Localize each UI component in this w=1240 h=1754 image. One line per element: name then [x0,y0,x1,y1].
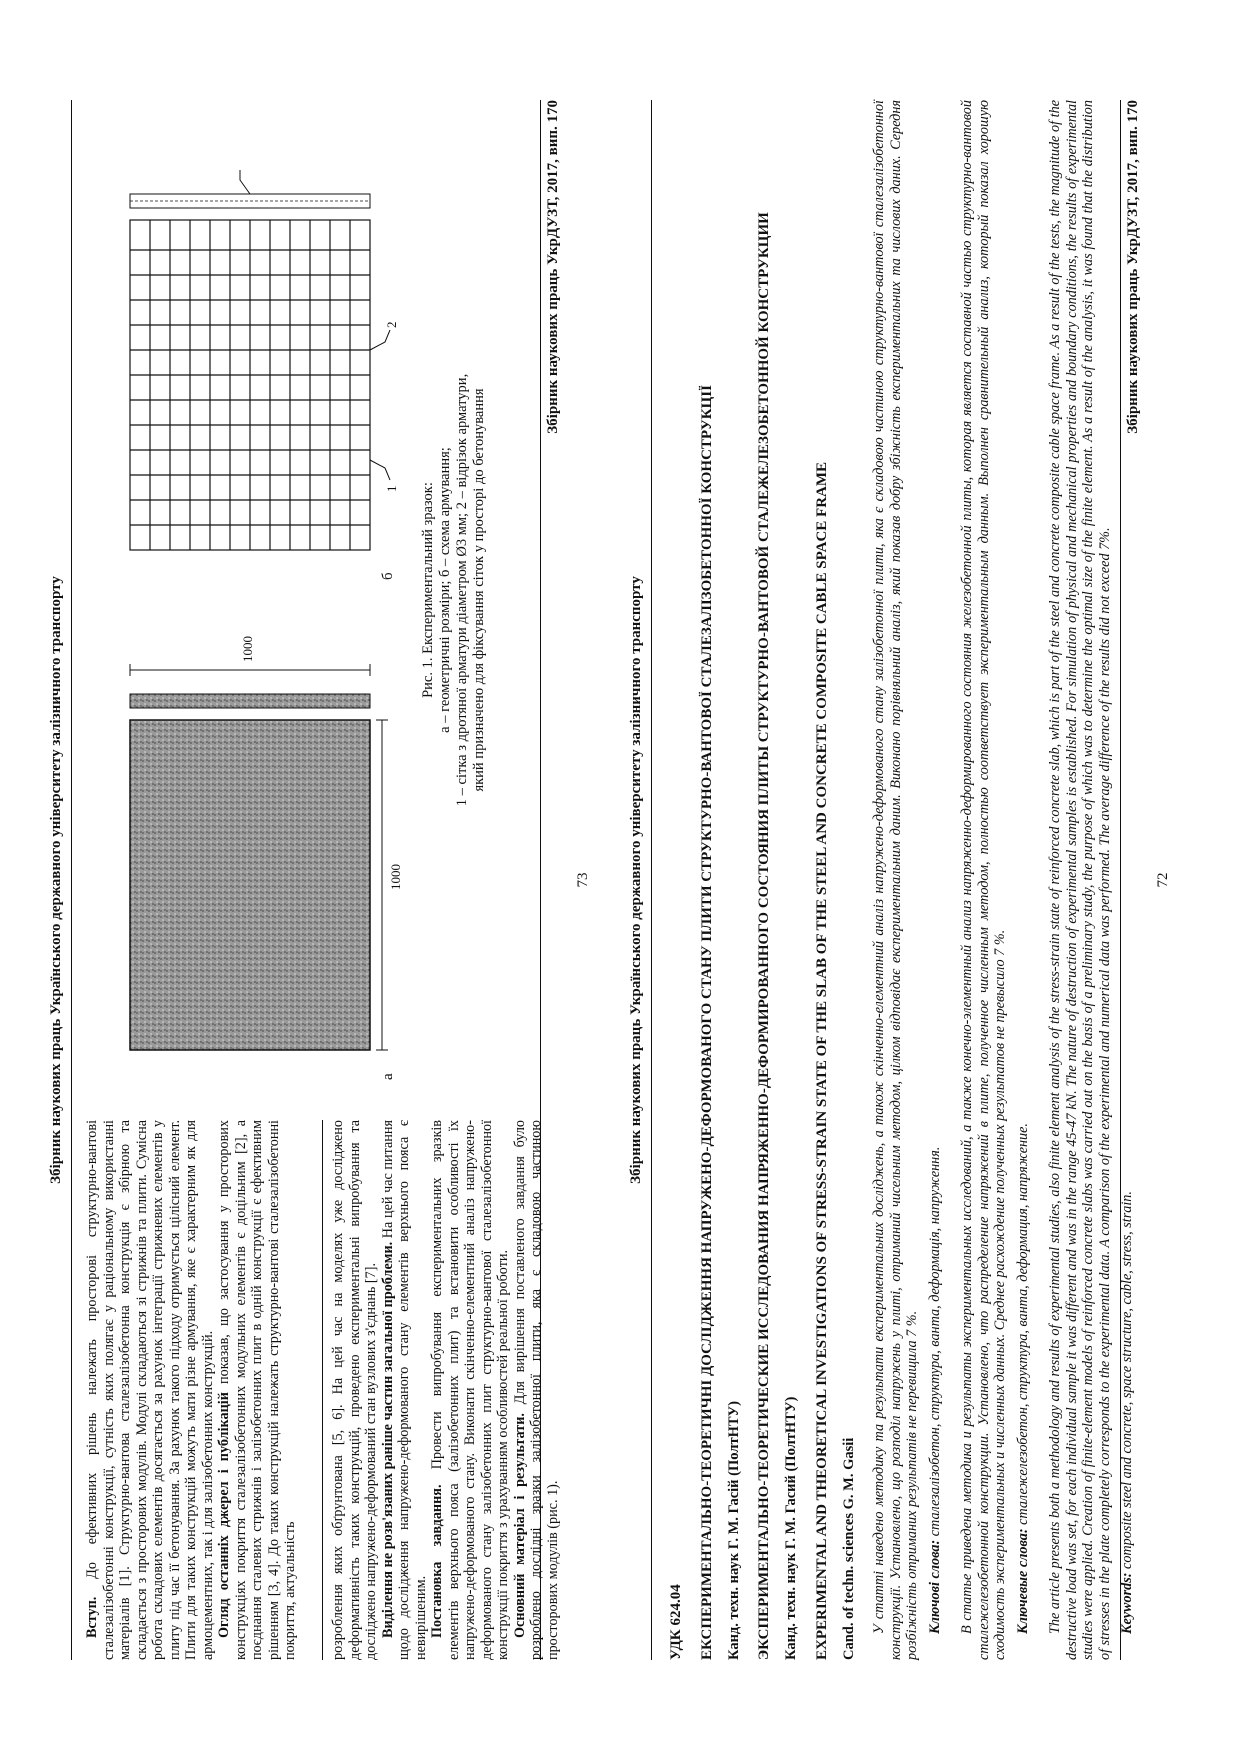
review-heading: Огляд останніх джерел і публікацій [216,1392,232,1638]
unsolved-text: На цей час питання щодо дослідження напружено-деформованого стану елементів верхнього пояса є невирішеним. [379,1120,429,1660]
figure-1 [80,100,530,1080]
task-heading: Постановка завдання. [429,1484,445,1638]
caption-line-4: який призначено для фіксування сіток у просторі до бетонування [471,388,487,792]
slab-plan [130,720,370,1050]
running-head: Збірник наукових праць Українського державного університету залізничного транспорту [628,100,652,1660]
callout-1-label: 1 [384,485,399,492]
title-russian: ЭКСПЕРИМЕНТАЛЬНО-ТЕОРЕТИЧЕСКИЕ ИССЛЕДОВАНИЯ НАПРЯЖЕННО-ДЕФОРМИРОВАННОГО СОСТОЯНИЯ ПЛИТЫ СТРУКТУРНО-ВАНТОВОЙ СТАЛЕЖЕЛЕЗОБЕТОННОЙ КОНСТРУКЦИИ [756,212,772,1660]
title-ukrainian: ЕКСПЕРИМЕНТАЛЬНО-ТЕОРЕТИЧНІ ДОСЛІДЖЕННЯ НАПРУЖЕНО-ДЕФОРМОВАНОГО СТАНУ ПЛИТИ СТРУКТУРНО-ВАНТОВОЇ СТАЛЕЗАЛІЗОБЕТОННОЇ КОНСТРУКЦІЇ [698,385,715,1660]
main-text: Для вирішення поставленого завдання було розроблено дослідні зразки залізобетонної плити, яка є складовою частиною просторових модулів (рис. 1). [511,1120,561,1660]
keywords-russian [1015,100,1032,1660]
author-english: Cand. of techn. sciences G. M. Gasii [840,1437,857,1660]
caption-line-1: Рис. 1. Експериментальний зразок: [420,482,436,698]
continuation-text: розроблення яких обґрунтована [5, 6]. На цей час на моделях уже досліджено деформативність таких конструкцій, проведено експериментальні випробування та досліджено напружено-деформований стан вузлових з'єднань [7]. [330,1120,379,1660]
slab-plan-drawing [100,640,400,1080]
left-page [40,60,600,1700]
author-ukrainian: Канд. техн. наук Г. М. Гасій (ПолтНТУ) [725,1401,742,1660]
reinforcement-scheme [100,140,400,580]
title-english: EXPERIMENTAL AND THEORETICAL INVESTIGATIONS OF STRESS-STRAIN STATE OF THE SLAB OF THE STEEL AND CONCRETE COMPOSITE CABLE SPACE FRAME [813,461,830,1660]
running-foot: Збірник наукових праць УкрДУЗТ, 2017, вип. 170 [1120,100,1142,1660]
dim-side-label: 1000 [240,636,255,662]
callout-2-label: 2 [384,321,399,328]
dim-top-label: 1000 [388,864,403,890]
author-russian: Канд. техн. наук Г. М. Гасий (ПолтНТУ) [783,1396,799,1660]
abstract-russian: В статье приведена методика и результаты экспериментальных исследований, а также конечно-элементный анализ напряженно-деформированного состояния железобетонной плиты, которая является составной частью структурно-вантовой сталежелезобетонной конструкции. Установлено, что распределение напряжений в плите, полученное численным методом, полностью соответствует экспериментальным данным. Выполнен сравнительный анализ, который показал хорошую сходимость экспериментальных и численных данных. Среднее расхождение полученных результатов не превысило 7 %. [959,100,1008,1660]
abstract-english: The article presents both a methodology and results of experimental studies, also finite element analysis of the stress-strain state of reinforced concrete slab, which is part of the steel and concrete composite cable space frame. As a result of the tests, the magnitude of the destructive load was set, for each individual sample it was different and was in the range 45-47 kN. The nature of destruction of experimental samples is established. For simulation of physical and mechanical properties and boundary conditions, the results of experimental studies were applied. Creation of finite-element models of reinforced concrete slabs was carried out on the basis of a preliminary study, the purpose of which was to determine the optimal size of the finite element. As a result of the analysis, it was found that the distribution of stresses in the plate completely corresponds to the experimental data. A comparison of the experimental and numerical data was performed. The average difference of the results did not exceed 7%. [1047,100,1113,1660]
text-column-1 [84,1120,299,1660]
intro-text: До ефективних рішень належать просторові структурно-вантові сталезалізобетонні конструкції, сутність яких полягає у раціональному використанні матеріалів [1]. Структурно-вантова сталезалізобетонна конструкція є збірною та складається з просторових модулів. Модулі складаються зі стрижнів та плити. Сумісна робота складових елементів досягається за рахунок інтеграції стрижневих елементів у плиту під час її бетонування. За рахунок такого підходу отримується цілісний елемент. Плити для таких конструкцій можуть мати різне армування, яке є характерним як для армоцементних, так і для залізобетонних конструкцій. [84,1119,216,1660]
text-column-2 [330,1120,561,1660]
udk-code: УДК 624.04 [668,1584,684,1660]
figure-1a [100,636,403,1080]
figure-label-a: а [380,1073,396,1080]
page-number: 72 [1155,872,1171,888]
keywords-ru-text: сталежелезобетон, структура, ванта, деформация, напряжение. [1014,1123,1031,1525]
review-text: показав, що застосування у просторових конструкціях покриття сталезалізобетонних модульних елементів є доцільним [2], а поєднання сталевих стрижнів і залізобетонних плит в одній конструкції є ефективним рішенням [3, 4]. До таких конструкцій належать структурно-вантові сталезалізобетонні покриття, актуальність [216,1120,298,1660]
figure-label-b: б [380,572,396,580]
caption-line-3: 1 – сітка з дротяної арматури діаметром Ø3 мм; 2 – відрізок арматури, [454,373,470,807]
right-page [620,60,1180,1700]
abstract-ukrainian: У статті наведено методику та результати експериментальних досліджень, а також скінченно-елементний аналіз напружено-деформованого стану залізобетонної плити, яка є складовою частиною структурно-вантової сталезалізобетонної конструкції. Установлено, що розподіл напружень у плиті, отриманий чисельним методом, цілком відповідає експериментальним даним. Виконано порівняльний аналіз, який показав добру збіжність експериментальних та числових даних. Середня розбіжність отриманих результатів не перевищила 7 %. [871,100,920,1660]
intro-label: Вступ. [84,1596,100,1638]
figure-caption [420,100,488,1080]
keywords-en-text: composite steel and concrete, space structure, cable, stress, strain. [1119,1191,1135,1569]
slab-section [130,694,370,708]
article-front-matter [664,100,1152,1660]
keywords-en-label: Keywords: [1119,1572,1135,1634]
running-foot: Збірник наукових праць УкрДУЗТ, 2017, вип. 170 [540,100,562,1660]
page-number: 73 [575,872,591,888]
keywords-ukrainian [927,100,944,1660]
running-head: Збірник наукових праць Українського державного університету залізничного транспорту [48,100,72,1660]
main-heading: Основний матеріал і результати. [511,1413,528,1638]
column-divider [322,1120,323,1660]
keywords-ru-label: Ключевые слова: [1014,1528,1031,1634]
keywords-uk-text: сталезалізобетон, структура, ванта, деформація, напруження. [926,1146,943,1537]
caption-line-2: а – геометричні розміри; б – схема армування; [437,447,453,733]
keywords-uk-label: Ключові слова: [926,1539,943,1634]
task-text: Провести випробування експериментальних зразків елементів верхнього пояса (залізобетонних плит) та встановити особливості їх напружено-деформованого стану. Виконати скінченно-елементний аналіз напружено-деформованого стану залізобетонних плит структурно-вантової сталезалізобетонної конструкції покриття з урахуванням особливостей реальної роботи. [429,1120,511,1660]
figure-1b [100,140,400,580]
unsolved-heading: Виділення не розв'язаних раніше частин загальної проблеми. [379,1241,396,1638]
